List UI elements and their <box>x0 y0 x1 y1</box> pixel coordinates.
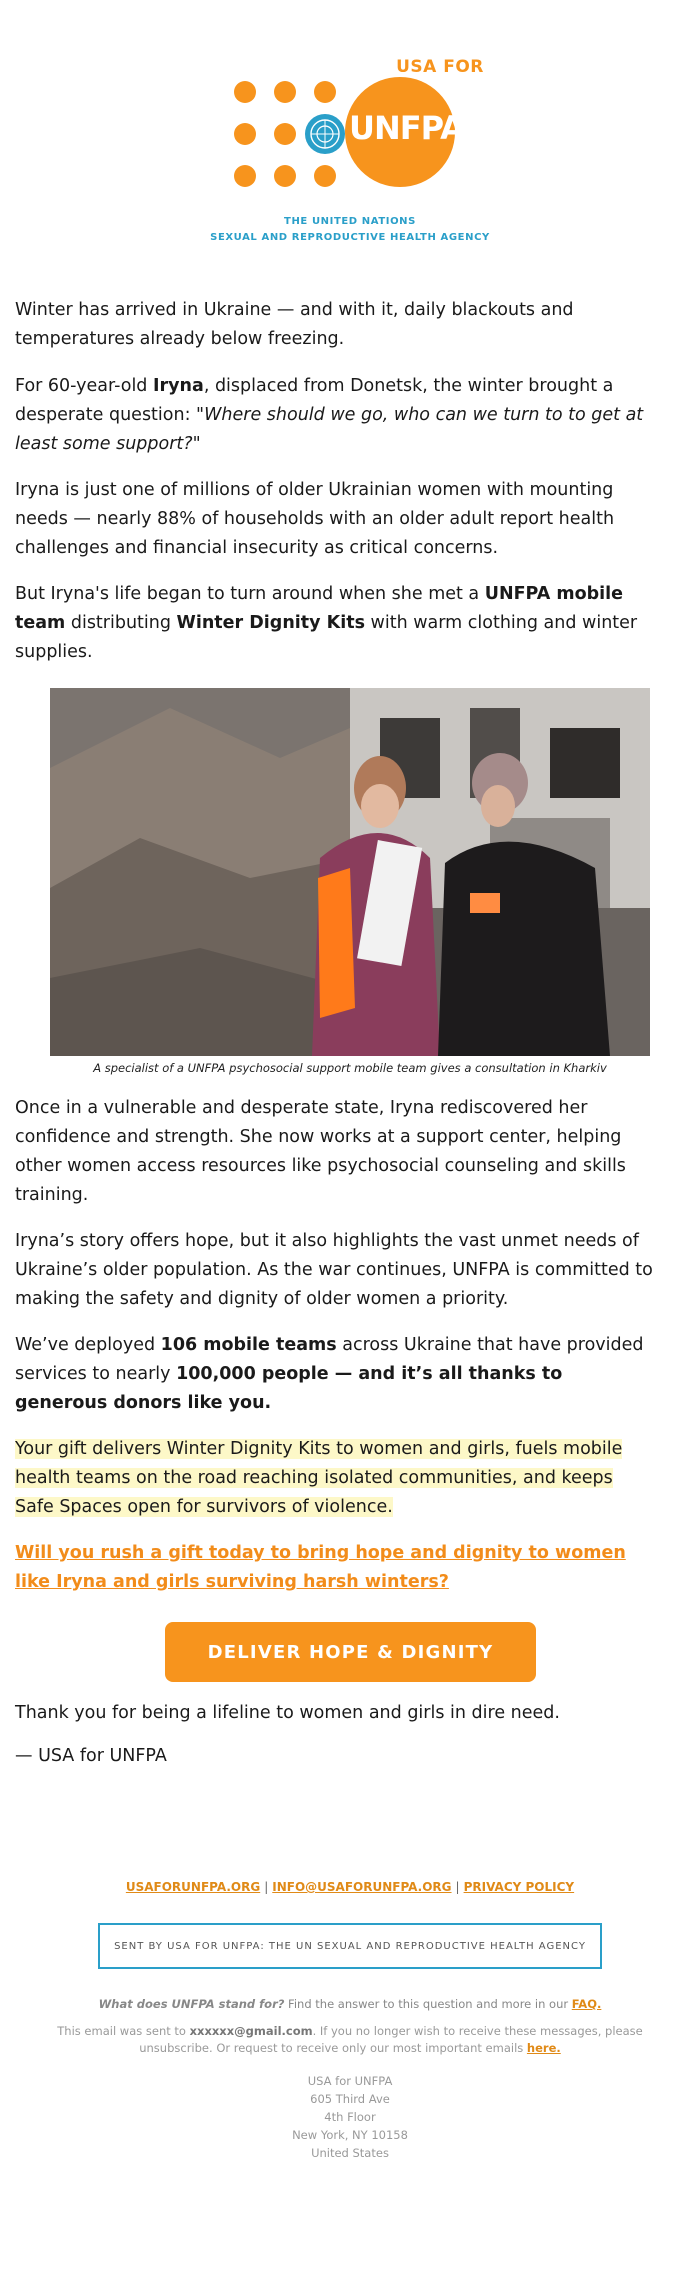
logo-usa-for-text: USA FOR <box>396 57 484 77</box>
faq-question: What does UNFPA stand for? <box>98 1997 285 2011</box>
paragraph-unmet-needs: Iryna’s story offers hope, but it also highlights the vast unmet needs of Ukraine’s older population. As the war continues, UNFPA is committed to making the safety and dignity of older women a priority. <box>15 1231 653 1309</box>
sent-by-text: SENT BY USA FOR UNFPA: THE UN SEXUAL AND REPRODUCTIVE HEALTH AGENCY <box>114 1940 586 1952</box>
donation-ask-link[interactable]: Will you rush a gift today to bring hope and dignity to women like Iryna and girls surviving harsh winters? <box>15 1543 626 1592</box>
mobile-team-emphasis: UNFPA mobile team <box>15 584 624 633</box>
iryna-name: Iryna <box>152 376 204 396</box>
address-line: USA for UNFPA <box>307 2074 393 2088</box>
notice-text: This email was sent to <box>57 2024 190 2038</box>
address-line: 605 Third Ave <box>310 2092 390 2106</box>
paragraph-iryna-intro <box>15 372 655 459</box>
sent-by-box <box>98 1923 602 1969</box>
footer-email-link[interactable]: INFO@USAFORUNFPA.ORG <box>272 1880 452 1894</box>
paragraph-older-women: Iryna is just one of millions of older Ukrainian women with mounting needs — nearly 88% of households with an older adult report health challenges and financial insecurity as critical concerns. <box>15 480 615 558</box>
text: , displaced from Donetsk, the winter brought a desperate question: <box>15 376 614 425</box>
preferences-link[interactable]: here. <box>526 2041 561 2055</box>
recipient-email: xxxxxx@gmail.com <box>189 2024 313 2038</box>
paragraph-rediscovered: Once in a vulnerable and desperate state, Iryna rediscovered her confidence and strength. She now works at a support center, helping other women access resources like psychosocial counseling and skills training. <box>15 1098 626 1205</box>
address-line: New York, NY 10158 <box>292 2128 408 2142</box>
address-line: United States <box>311 2146 389 2160</box>
text: But Iryna's life began to turn around when she met a <box>15 584 485 604</box>
text: with warm clothing and winter supplies. <box>15 613 638 662</box>
footer-site-link[interactable]: USAFORUNFPA.ORG <box>125 1880 261 1894</box>
footer-links <box>0 1880 700 1894</box>
iryna-quote: "Where should we go, who can we turn to to get at least some support?" <box>15 405 644 454</box>
text: distributing <box>65 613 177 633</box>
header-logo[interactable] <box>0 0 700 260</box>
faq-line <box>0 1997 700 2011</box>
paragraph-mobile-teams <box>15 1331 655 1418</box>
paragraph-gift-impact <box>15 1435 655 1522</box>
logo-tagline-1: THE UNITED NATIONS <box>284 216 416 227</box>
deliver-hope-button[interactable]: DELIVER HOPE & DIGNITY <box>165 1622 536 1682</box>
notice-text: . If you no longer wish to receive these messages, please unsubscribe. Or request to receive only our most important emails <box>139 2024 643 2055</box>
address-line: 4th Floor <box>324 2110 376 2124</box>
paragraph-winter: Winter has arrived in Ukraine — and with it, daily blackouts and temperatures already below freezing. <box>15 300 574 349</box>
faq-text: Find the answer to this question and more in our <box>284 1997 572 2011</box>
photo-image <box>50 688 650 1056</box>
email-notice <box>20 2023 680 2057</box>
footer-privacy-link[interactable]: PRIVACY POLICY <box>463 1880 575 1894</box>
text: For 60-year-old <box>15 376 153 396</box>
separator: | <box>264 1880 269 1894</box>
logo-unfpa-text: UNFPA <box>349 109 464 147</box>
mailing-address <box>0 2072 700 2162</box>
photo-caption: A specialist of a UNFPA psychosocial support mobile team gives a consultation in Kharkiv <box>93 1061 607 1075</box>
dignity-kits-emphasis: Winter Dignity Kits <box>176 613 365 633</box>
logo-tagline-2: SEXUAL AND REPRODUCTIVE HEALTH AGENCY <box>210 232 490 243</box>
text: across Ukraine that have provided services to nearly <box>15 1335 644 1384</box>
text: We’ve deployed <box>15 1335 161 1355</box>
people-count-emphasis: 100,000 people — and it’s all thanks to generous donors like you. <box>15 1364 563 1413</box>
faq-link[interactable]: FAQ. <box>571 1997 602 2011</box>
signoff-line: — USA for UNFPA <box>15 1746 167 1766</box>
separator: | <box>455 1880 460 1894</box>
thanks-line: Thank you for being a lifeline to women and girls in dire need. <box>15 1703 560 1723</box>
paragraph-mobile-team <box>15 580 655 667</box>
teams-count-emphasis: 106 mobile teams <box>160 1335 337 1355</box>
story-photo <box>50 688 650 1056</box>
highlighted-text: Your gift delivers Winter Dignity Kits to women and girls, fuels mobile health teams on the road reaching isolated communities, and keeps Safe Spaces open for survivors of violence. <box>15 1439 623 1517</box>
